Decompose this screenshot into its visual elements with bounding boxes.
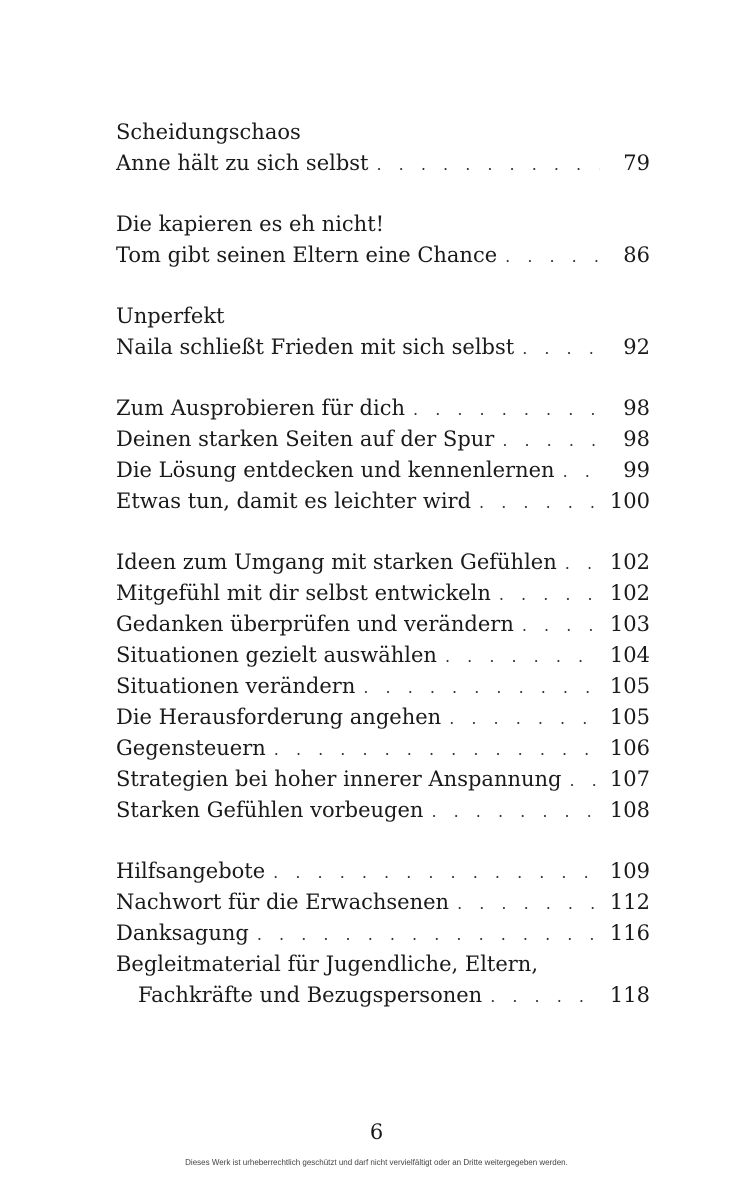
toc-entry-title: Scheidungschaos [116, 120, 301, 144]
toc-page-number: 107 [609, 767, 650, 791]
toc-page-number: 98 [623, 427, 650, 451]
toc-page-number: 105 [609, 674, 650, 698]
dot-leader [377, 149, 601, 180]
toc-page-number: 103 [609, 612, 650, 636]
toc-page-number: 100 [609, 489, 650, 513]
toc-entry-title: Deinen starken Seiten auf der Spur [116, 427, 495, 451]
toc-entry-title: Danksagung [116, 921, 249, 945]
toc-page-number: 109 [609, 859, 650, 883]
toc-entry [116, 702, 650, 733]
toc-entry [116, 764, 650, 795]
toc-page-number: 112 [609, 890, 650, 914]
toc-group [116, 393, 650, 517]
toc-entry [116, 733, 650, 764]
toc-group [116, 209, 650, 271]
toc-entry-title: Nachwort für die Erwachsenen [116, 890, 450, 914]
toc-entry-title: Tom gibt seinen Eltern eine Chance [116, 243, 498, 267]
dot-leader [569, 765, 595, 796]
toc-page-number: 108 [609, 798, 650, 822]
toc-entry-title: Begleitmaterial für Jugendliche, Eltern, [116, 952, 539, 976]
toc-entry-title: Ideen zum Umgang mit starken Gefühlen [116, 550, 557, 574]
toc-page-number: 92 [623, 335, 650, 359]
toc-entry [116, 393, 650, 424]
dot-leader [522, 333, 600, 364]
toc-page-number: 102 [609, 581, 650, 605]
toc-page-number: 104 [609, 643, 650, 667]
dot-leader [431, 796, 595, 827]
toc-entry-title: Situationen gezielt auswählen [116, 643, 437, 667]
toc-entry [116, 424, 650, 455]
toc-page-number: 118 [609, 983, 650, 1007]
dot-leader [502, 425, 600, 456]
toc-entry [116, 148, 650, 179]
toc-entry-title: Strategien bei hoher innerer Anspannung [116, 767, 562, 791]
dot-leader [445, 641, 596, 672]
toc-entry [116, 547, 650, 578]
toc-page-number: 98 [623, 396, 650, 420]
dot-leader [449, 703, 596, 734]
toc-group [116, 117, 650, 179]
dot-leader [274, 734, 596, 765]
toc-entry [116, 486, 650, 517]
toc-page-number: 86 [623, 243, 650, 267]
toc-entry [116, 240, 650, 271]
toc-entry-title: Die Lösung entdecken und kennenlernen [116, 458, 555, 482]
toc-heading [116, 209, 650, 240]
toc-heading [116, 117, 650, 148]
toc-entry [116, 640, 650, 671]
toc-entry-title: Zum Ausprobieren für dich [116, 396, 406, 420]
toc-entry-title: Anne hält zu sich selbst [116, 151, 369, 175]
dot-leader [565, 548, 596, 579]
toc-entry-title: Hilfsangebote [116, 859, 266, 883]
toc-entry-title: Unperfekt [116, 304, 225, 328]
dot-leader [257, 919, 596, 950]
toc-entry [116, 856, 650, 887]
toc-entry [116, 609, 650, 640]
toc-page-number: 106 [609, 736, 650, 760]
dot-leader [505, 241, 600, 272]
dot-leader [499, 579, 596, 610]
toc-entry-title: Starken Gefühlen vorbeugen [116, 798, 424, 822]
dot-leader [490, 981, 596, 1012]
dot-leader [363, 672, 596, 703]
dot-leader [457, 888, 596, 919]
toc-entry [116, 455, 650, 486]
toc-entry-title: Die kapieren es eh nicht! [116, 212, 385, 236]
copyright-footer: Dieses Werk ist urheberrechtlich geschützt und darf nicht vervielfältigt oder an Dritte weitergegeben werden. [185, 1158, 568, 1167]
dot-leader [479, 487, 596, 518]
toc-page-number: 102 [609, 550, 650, 574]
toc-entry [116, 332, 650, 363]
toc-page-number: 105 [609, 705, 650, 729]
toc-entry [116, 795, 650, 826]
dot-leader [563, 456, 600, 487]
dot-leader [273, 857, 596, 888]
toc-entry-title: Die Herausforderung angehen [116, 705, 442, 729]
toc-page-number: 79 [623, 151, 650, 175]
toc-entry-title: Naila schließt Frieden mit sich selbst [116, 335, 515, 359]
table-of-contents [116, 117, 650, 1041]
toc-entry [116, 578, 650, 609]
toc-entry-title: Situationen verändern [116, 674, 356, 698]
toc-page-number: 99 [623, 458, 650, 482]
toc-entry-title: Gedanken überprüfen und verändern [116, 612, 514, 636]
toc-entry [116, 671, 650, 702]
toc-group [116, 856, 650, 1011]
toc-page-number: 116 [609, 921, 650, 945]
dot-leader [522, 610, 596, 641]
toc-entry-title: Fachkräfte und Bezugspersonen [138, 983, 483, 1007]
dot-leader [413, 394, 600, 425]
toc-group [116, 301, 650, 363]
toc-heading [116, 301, 650, 332]
toc-entry-first-line [116, 949, 650, 980]
toc-entry-title: Gegensteuern [116, 736, 266, 760]
toc-entry [116, 887, 650, 918]
page-number: 6 [369, 1120, 384, 1144]
toc-entry [116, 918, 650, 949]
toc-entry [116, 980, 650, 1011]
toc-group [116, 547, 650, 826]
toc-entry-title: Mitgefühl mit dir selbst entwickeln [116, 581, 491, 605]
toc-entry-title: Etwas tun, damit es leichter wird [116, 489, 472, 513]
